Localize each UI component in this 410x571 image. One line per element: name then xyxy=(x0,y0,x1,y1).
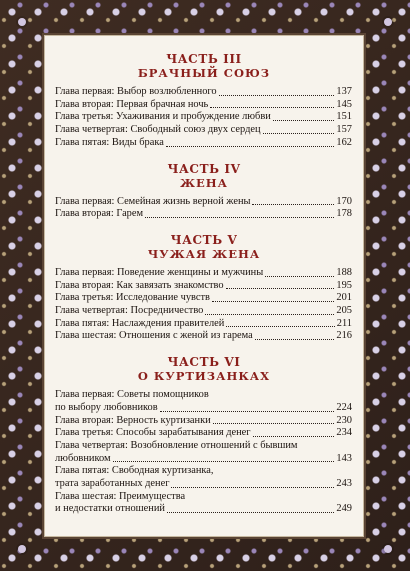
page-number: 224 xyxy=(336,401,352,413)
leader-dots xyxy=(226,288,335,289)
chapter-label: Глава третья: Исследование чувств xyxy=(55,292,210,304)
chapter-label-continued: трата заработанных денег xyxy=(55,478,170,490)
chapter-label-continued: и недостатки отношений xyxy=(55,503,165,515)
page-number: 216 xyxy=(336,330,352,342)
page-number: 195 xyxy=(336,279,352,291)
chapter-label: Глава шестая: Преимущества xyxy=(55,490,186,502)
toc-entry xyxy=(55,86,352,99)
part-title: БРАЧНЫЙ СОЮЗ xyxy=(137,66,271,80)
section-part-3 xyxy=(45,52,363,150)
toc-entry xyxy=(55,389,352,414)
leader-dots xyxy=(113,461,335,462)
page-number: 145 xyxy=(336,98,352,110)
page-number: 201 xyxy=(336,292,352,304)
flower-ornament-icon xyxy=(18,545,26,553)
leader-dots xyxy=(265,276,334,277)
chapter-label: Глава вторая: Как завязать знакомство xyxy=(55,279,224,291)
part-title: ЖЕНА xyxy=(179,175,229,190)
page-number: 151 xyxy=(336,111,352,123)
toc-entry xyxy=(55,137,352,150)
page-number: 143 xyxy=(336,452,352,464)
section-part-5 xyxy=(45,233,363,343)
page-number: 137 xyxy=(336,86,352,97)
leader-dots xyxy=(252,204,334,205)
toc-entry xyxy=(55,196,352,209)
leader-dots xyxy=(210,107,334,108)
toc-entry xyxy=(55,124,352,137)
part-heading: ЧАСТЬ VI xyxy=(167,355,241,370)
toc-entry xyxy=(55,440,352,465)
leader-dots xyxy=(160,411,335,412)
page-number: 230 xyxy=(336,414,352,426)
leader-dots xyxy=(255,339,335,340)
part-heading: ЧАСТЬ III xyxy=(166,52,242,66)
chapter-label: Глава третья: Ухаживания и пробуждение любви xyxy=(55,111,271,123)
page-number: 178 xyxy=(336,208,352,220)
leader-dots xyxy=(253,436,335,437)
chapter-label-continued: по выбору любовников xyxy=(55,401,158,413)
chapter-label: Глава первая: Семейная жизнь верной жены xyxy=(55,195,251,207)
toc-entry xyxy=(55,99,352,112)
leader-dots xyxy=(226,326,334,327)
toc-entry xyxy=(55,208,352,221)
page-number: 205 xyxy=(336,305,352,317)
leader-dots xyxy=(145,217,334,218)
part-title: О КУРТИЗАНКАХ xyxy=(137,369,271,384)
chapter-label: Глава первая: Поведение женщины и мужчины xyxy=(55,266,264,278)
chapter-label: Глава первая: Выбор возлюбленного xyxy=(55,86,217,97)
leader-dots xyxy=(171,487,334,488)
leader-dots xyxy=(166,146,335,147)
toc-entry xyxy=(55,305,352,318)
part-heading: ЧАСТЬ V xyxy=(170,232,238,247)
toc-entry xyxy=(55,111,352,124)
page-number: 243 xyxy=(336,478,352,490)
chapter-label: Глава вторая: Верность куртизанки xyxy=(55,414,211,426)
toc-entry xyxy=(55,330,352,343)
chapter-label: Глава третья: Способы зарабатывания денег xyxy=(55,427,251,439)
page-number: 249 xyxy=(336,503,352,515)
toc-entry xyxy=(55,491,352,516)
leader-dots xyxy=(167,512,334,513)
part-heading: ЧАСТЬ IV xyxy=(167,161,241,176)
toc-entry xyxy=(55,415,352,428)
section-part-6 xyxy=(45,355,363,516)
chapter-label: Глава четвертая: Возобновление отношений с бывшим xyxy=(55,439,298,451)
page-number: 162 xyxy=(336,136,352,148)
leader-dots xyxy=(213,423,335,424)
toc-entry xyxy=(55,465,352,490)
leader-dots xyxy=(263,133,335,134)
leader-dots xyxy=(219,95,335,96)
page-number: 157 xyxy=(336,124,352,136)
chapter-label: Глава шестая: Отношения с женой из гарема xyxy=(55,330,253,342)
toc-entry xyxy=(55,292,352,305)
chapter-label: Глава первая: Советы помощников xyxy=(55,389,209,401)
page-number: 188 xyxy=(336,266,352,278)
chapter-label: Глава вторая: Первая брачная ночь xyxy=(55,98,209,110)
chapter-label: Глава пятая: Наслаждения правителей xyxy=(55,317,225,329)
contents-page xyxy=(45,36,363,536)
flower-ornament-icon xyxy=(384,18,392,26)
chapter-label: Глава пятая: Свободная куртизанка, xyxy=(55,465,214,477)
part-title: ЧУЖАЯ ЖЕНА xyxy=(147,246,261,261)
chapter-label: Глава четвертая: Посредничество xyxy=(55,305,204,317)
leader-dots xyxy=(205,314,334,315)
chapter-label: Глава четвертая: Свободный союз двух сердец xyxy=(55,124,261,136)
section-part-4 xyxy=(45,162,363,221)
leader-dots xyxy=(273,120,335,121)
toc-entry xyxy=(55,267,352,280)
toc-entry xyxy=(55,318,352,331)
chapter-label-continued: любовником xyxy=(55,452,111,464)
toc-entry xyxy=(55,280,352,293)
flower-ornament-icon xyxy=(384,545,392,553)
flower-ornament-icon xyxy=(18,18,26,26)
page-number: 234 xyxy=(336,427,352,439)
chapter-label: Глава вторая: Гарем xyxy=(55,208,144,220)
chapter-label: Глава пятая: Виды брака xyxy=(55,136,164,148)
page-number: 170 xyxy=(336,195,352,207)
page-number: 211 xyxy=(336,317,352,329)
leader-dots xyxy=(212,301,334,302)
toc-entry xyxy=(55,427,352,440)
